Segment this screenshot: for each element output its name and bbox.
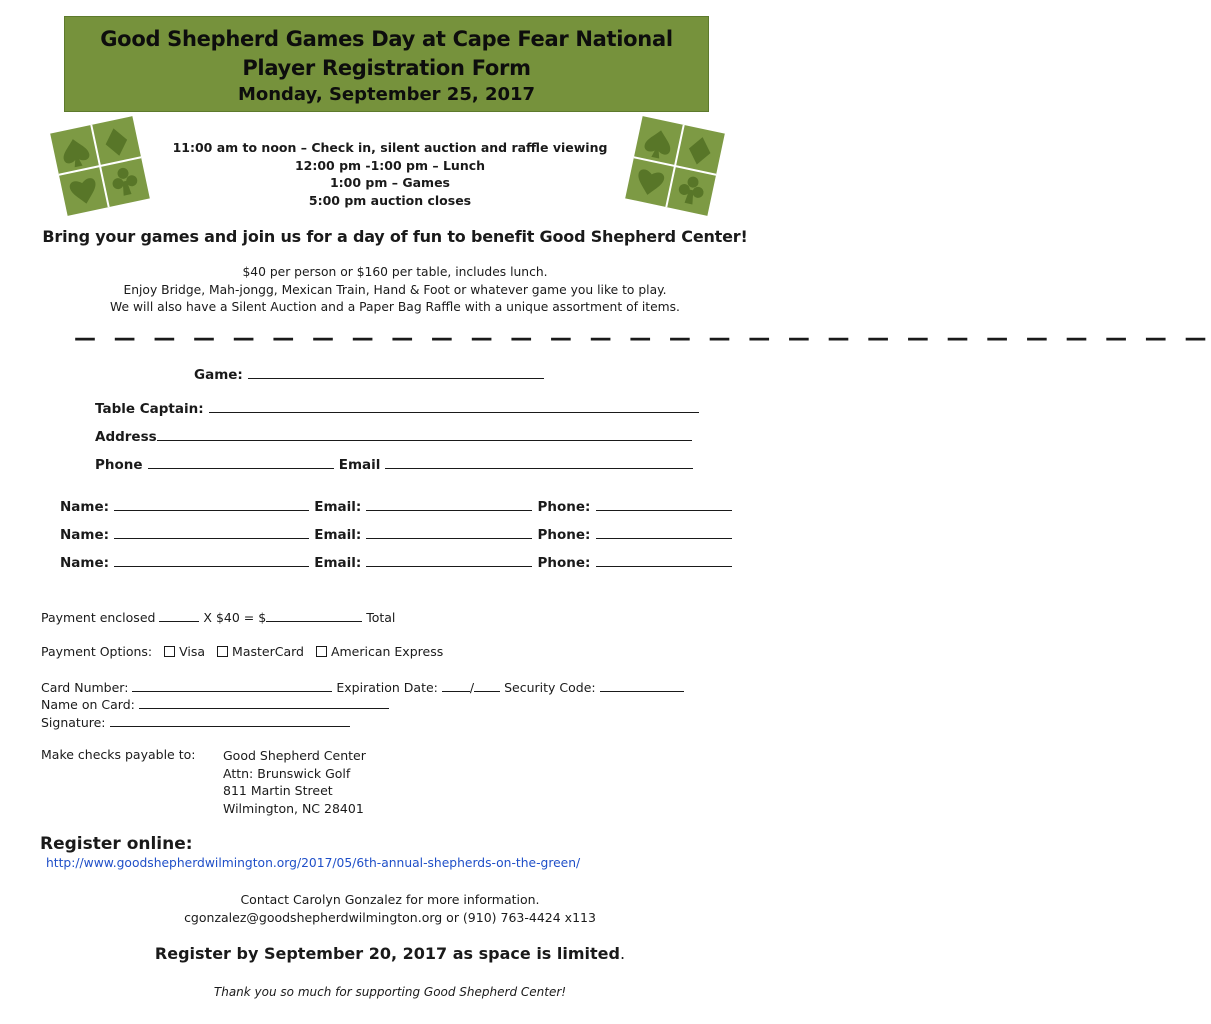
player-email-input-line[interactable] [366, 554, 532, 567]
name-on-card-label: Name on Card: [41, 697, 135, 712]
info-line: We will also have a Silent Auction and a Paper Bag Raffle with a unique assortment of items. [110, 300, 680, 314]
player-phone-label: Phone: [537, 499, 591, 515]
payment-options-label: Payment Options: [41, 644, 153, 659]
player-name-input-line[interactable] [114, 498, 309, 511]
table-captain-field[interactable] [95, 398, 699, 417]
table-captain-input-line[interactable] [209, 400, 699, 413]
header-banner [64, 16, 709, 112]
game-label: Game: [194, 367, 243, 383]
schedule-item: 5:00 pm auction closes [308, 192, 472, 208]
email-input-line[interactable] [385, 456, 693, 469]
mastercard-label: MasterCard [232, 644, 304, 659]
player-name-input-line[interactable] [114, 554, 309, 567]
email-label: Email [338, 457, 381, 473]
payment-multiplier: X $40 = $ [203, 610, 267, 625]
contact-line: Contact Carolyn Gonzalez for more information. [240, 892, 540, 907]
phone-email-field[interactable] [95, 454, 693, 473]
amex-checkbox[interactable] [316, 646, 327, 657]
name-on-card-line[interactable] [139, 696, 389, 709]
signature-line[interactable] [110, 714, 350, 727]
player-email-input-line[interactable] [366, 498, 532, 511]
payment-enclosed-row[interactable] [41, 609, 395, 625]
schedule-item: 1:00 pm – Games [329, 175, 450, 190]
name-on-card-row[interactable] [41, 696, 389, 712]
payment-enclosed-label: Payment enclosed [41, 610, 156, 625]
player-name-label: Name: [60, 555, 110, 571]
tagline: Bring your games and join us for a day of fun to benefit Good Shepherd Center! [42, 227, 748, 246]
security-code-line[interactable] [600, 679, 684, 692]
address-line: Good Shepherd Center [223, 748, 366, 763]
expiration-month-line[interactable] [442, 679, 470, 692]
visa-checkbox[interactable] [164, 646, 175, 657]
card-suits-right-icon [625, 116, 725, 216]
player-phone-label: Phone: [537, 527, 591, 543]
form-title: Good Shepherd Games Day at Cape Fear National [100, 27, 673, 51]
address-line: Attn: Brunswick Golf [223, 765, 351, 781]
event-date: Monday, September 25, 2017 [237, 84, 536, 105]
visa-label: Visa [179, 644, 206, 659]
payment-options-row [41, 644, 443, 659]
schedule-item: 12:00 pm -1:00 pm – Lunch [294, 157, 486, 173]
thank-you-note: Thank you so much for supporting Good Shepherd Center! [213, 985, 567, 999]
signature-label: Signature: [41, 715, 106, 730]
registration-link[interactable]: http://www.goodshepherdwilmington.org/2017/05/6th-annual-shepherds-on-the-green/ [46, 856, 581, 870]
form-subtitle: Player Registration Form [242, 56, 531, 80]
player-row[interactable] [60, 524, 732, 543]
expiration-label: Expiration Date: [336, 680, 438, 695]
player-email-label: Email: [314, 527, 362, 543]
deadline-period: . [619, 944, 626, 963]
payment-quantity-line[interactable] [159, 609, 199, 622]
player-phone-input-line[interactable] [596, 554, 732, 567]
deadline-text: Register by September 20, 2017 as space is limited [154, 944, 620, 963]
player-email-label: Email: [314, 499, 362, 515]
address-input-line[interactable] [157, 428, 692, 441]
registration-deadline [40, 944, 740, 963]
register-online-heading: Register online: [40, 834, 193, 854]
phone-label: Phone [95, 457, 143, 473]
address-label: Address [95, 429, 157, 445]
address-field[interactable] [95, 426, 692, 445]
expiration-year-line[interactable] [474, 679, 500, 692]
contact-line: cgonzalez@goodshepherdwilmington.org or (910) 763-4424 x113 [184, 910, 596, 925]
contact-info [40, 891, 740, 927]
cut-line-divider: — — — — — — — — — — — — — — — — — — — — — — — — — — — — — [74, 326, 1211, 351]
address-line: Wilmington, NC 28401 [223, 800, 364, 816]
phone-input-line[interactable] [148, 456, 334, 469]
card-suits-left-icon [50, 116, 150, 216]
card-number-label: Card Number: [41, 680, 129, 695]
player-email-label: Email: [314, 555, 362, 571]
game-input-line[interactable] [248, 366, 544, 379]
info-line: $40 per person or $160 per table, includes lunch. [242, 265, 548, 279]
mastercard-checkbox[interactable] [217, 646, 228, 657]
info-line: Enjoy Bridge, Mah-jongg, Mexican Train, Hand & Foot or whatever game you like to play. [123, 282, 667, 297]
amex-label: American Express [330, 644, 444, 659]
player-name-input-line[interactable] [114, 526, 309, 539]
player-name-label: Name: [60, 527, 110, 543]
payment-amount-line[interactable] [266, 609, 362, 622]
event-info [40, 264, 750, 317]
player-phone-input-line[interactable] [596, 526, 732, 539]
player-row[interactable] [60, 496, 732, 515]
card-number-line[interactable] [132, 679, 332, 692]
checks-address [223, 747, 366, 817]
payment-total-label: Total [366, 610, 396, 625]
player-phone-input-line[interactable] [596, 498, 732, 511]
signature-row[interactable] [41, 714, 350, 730]
game-field[interactable] [194, 364, 544, 383]
player-row[interactable] [60, 552, 732, 571]
checks-payable-label: Make checks payable to: [41, 747, 196, 762]
player-email-input-line[interactable] [366, 526, 532, 539]
card-details-row[interactable]: Card Number: Expiration Date: / Security Code: [41, 679, 684, 695]
player-phone-label: Phone: [537, 555, 591, 571]
security-code-label: Security Code: [504, 680, 596, 695]
event-schedule [160, 139, 620, 209]
player-name-label: Name: [60, 499, 110, 515]
address-line: 811 Martin Street [223, 783, 333, 798]
table-captain-label: Table Captain: [95, 401, 204, 417]
schedule-item: 11:00 am to noon – Check in, silent auction and raffle viewing [172, 140, 608, 155]
